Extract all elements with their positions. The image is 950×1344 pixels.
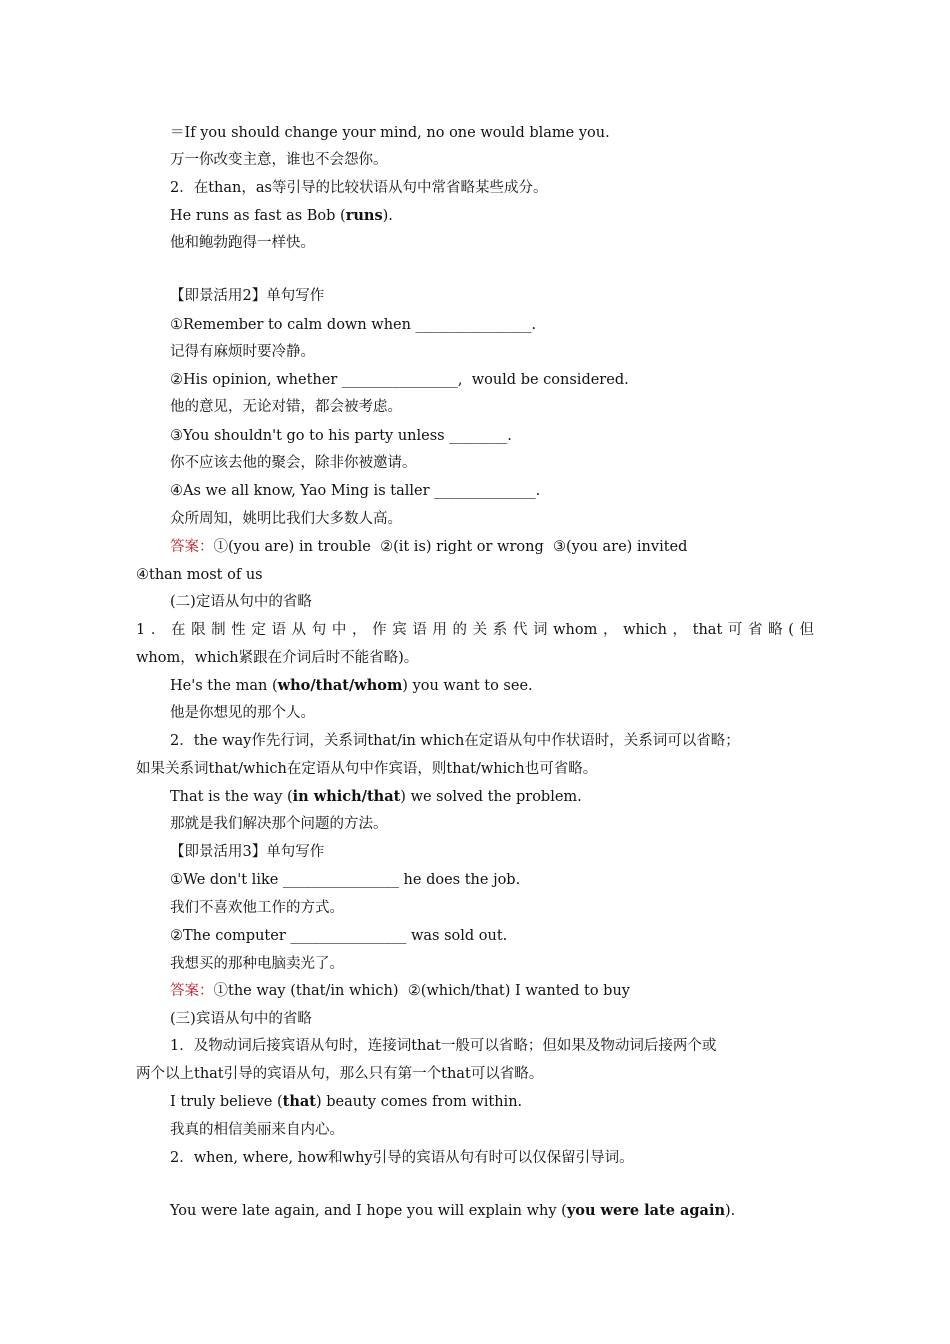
text-line: 万一你改变主意，谁也不会怨你。	[170, 152, 388, 168]
example-sentence: He's the man (who/that/whom) you want to see.	[170, 677, 533, 694]
exercise-item: ②The computer ________________ was sold out.	[170, 928, 508, 944]
text-line: 1．及物动词后接宾语从句时，连接词that一般可以省略；但如果及物动词后接两个或	[170, 1038, 717, 1054]
text-line: 众所周知，姚明比我们大多数人高。	[170, 511, 402, 527]
example-sentence: That is the way (in which/that) we solved the problem.	[170, 788, 582, 805]
answer-line: 答案：①the way (that/in which) ②(which/that) I wanted to buy	[170, 983, 630, 999]
text-line: 你不应该去他的聚会，除非你被邀请。	[170, 455, 417, 471]
exercise-heading: 【即景活用3】单句写作	[170, 844, 325, 860]
answer-line: ④than most of us	[136, 567, 263, 583]
exercise-heading: 【即景活用2】单句写作	[170, 288, 325, 304]
example-sentence: He runs as fast as Bob (runs).	[170, 207, 393, 224]
text-line: 两个以上that引导的宾语从句，那么只有第一个that可以省略。	[136, 1066, 544, 1082]
text-line: 1．在限制性定语从句中，作宾语用的关系代词whom，which，that可省略(但	[136, 622, 814, 638]
example-sentence: You were late again, and I hope you will explain why (you were late again).	[170, 1202, 736, 1219]
text-line: 记得有麻烦时要冷静。	[170, 344, 315, 360]
section-heading: (三)宾语从句中的省略	[170, 1011, 312, 1027]
exercise-item: ②His opinion, whether ________________, would be considered.	[170, 372, 629, 388]
text-line: 2．the way作先行词，关系词that/in which在定语从句中作状语时，关系词可以省略；	[170, 733, 740, 749]
text-line: whom，which紧跟在介词后时不能省略)。	[136, 650, 419, 666]
text-line: 他和鲍勃跑得一样快。	[170, 235, 315, 251]
text-line: 他的意见，无论对错，都会被考虑。	[170, 399, 402, 415]
text-line: 2．when, where, how和why引导的宾语从句有时可以仅保留引导词。	[170, 1150, 634, 1166]
text-line: 他是你想见的那个人。	[170, 705, 315, 721]
exercise-item: ①Remember to calm down when ________________.	[170, 317, 537, 333]
exercise-item: ③You shouldn't go to his party unless ________.	[170, 428, 512, 444]
text-line: 我想买的那种电脑卖光了。	[170, 956, 344, 972]
section-heading: (二)定语从句中的省略	[170, 594, 312, 610]
text-line: ＝If you should change your mind, no one would blame you.	[170, 125, 610, 141]
answer-label: 答案：	[170, 539, 214, 555]
exercise-item: ④As we all know, Yao Ming is taller ______________.	[170, 483, 541, 499]
exercise-item: ①We don't like ________________ he does the job.	[170, 872, 521, 888]
text-line: 如果关系词that/which在定语从句中作宾语，则that/which也可省略。	[136, 761, 598, 777]
text-line: 那就是我们解决那个问题的方法。	[170, 816, 388, 832]
text-line: 我真的相信美丽来自内心。	[170, 1122, 344, 1138]
text-line: 我们不喜欢他工作的方式。	[170, 900, 344, 916]
example-sentence: I truly believe (that) beauty comes from within.	[170, 1093, 523, 1110]
answer-label: 答案：	[170, 983, 214, 999]
answer-line: 答案：①(you are) in trouble ②(it is) right or wrong ③(you are) invited	[170, 539, 688, 555]
text-line: 2．在than，as等引导的比较状语从句中常省略某些成分。	[170, 180, 548, 196]
